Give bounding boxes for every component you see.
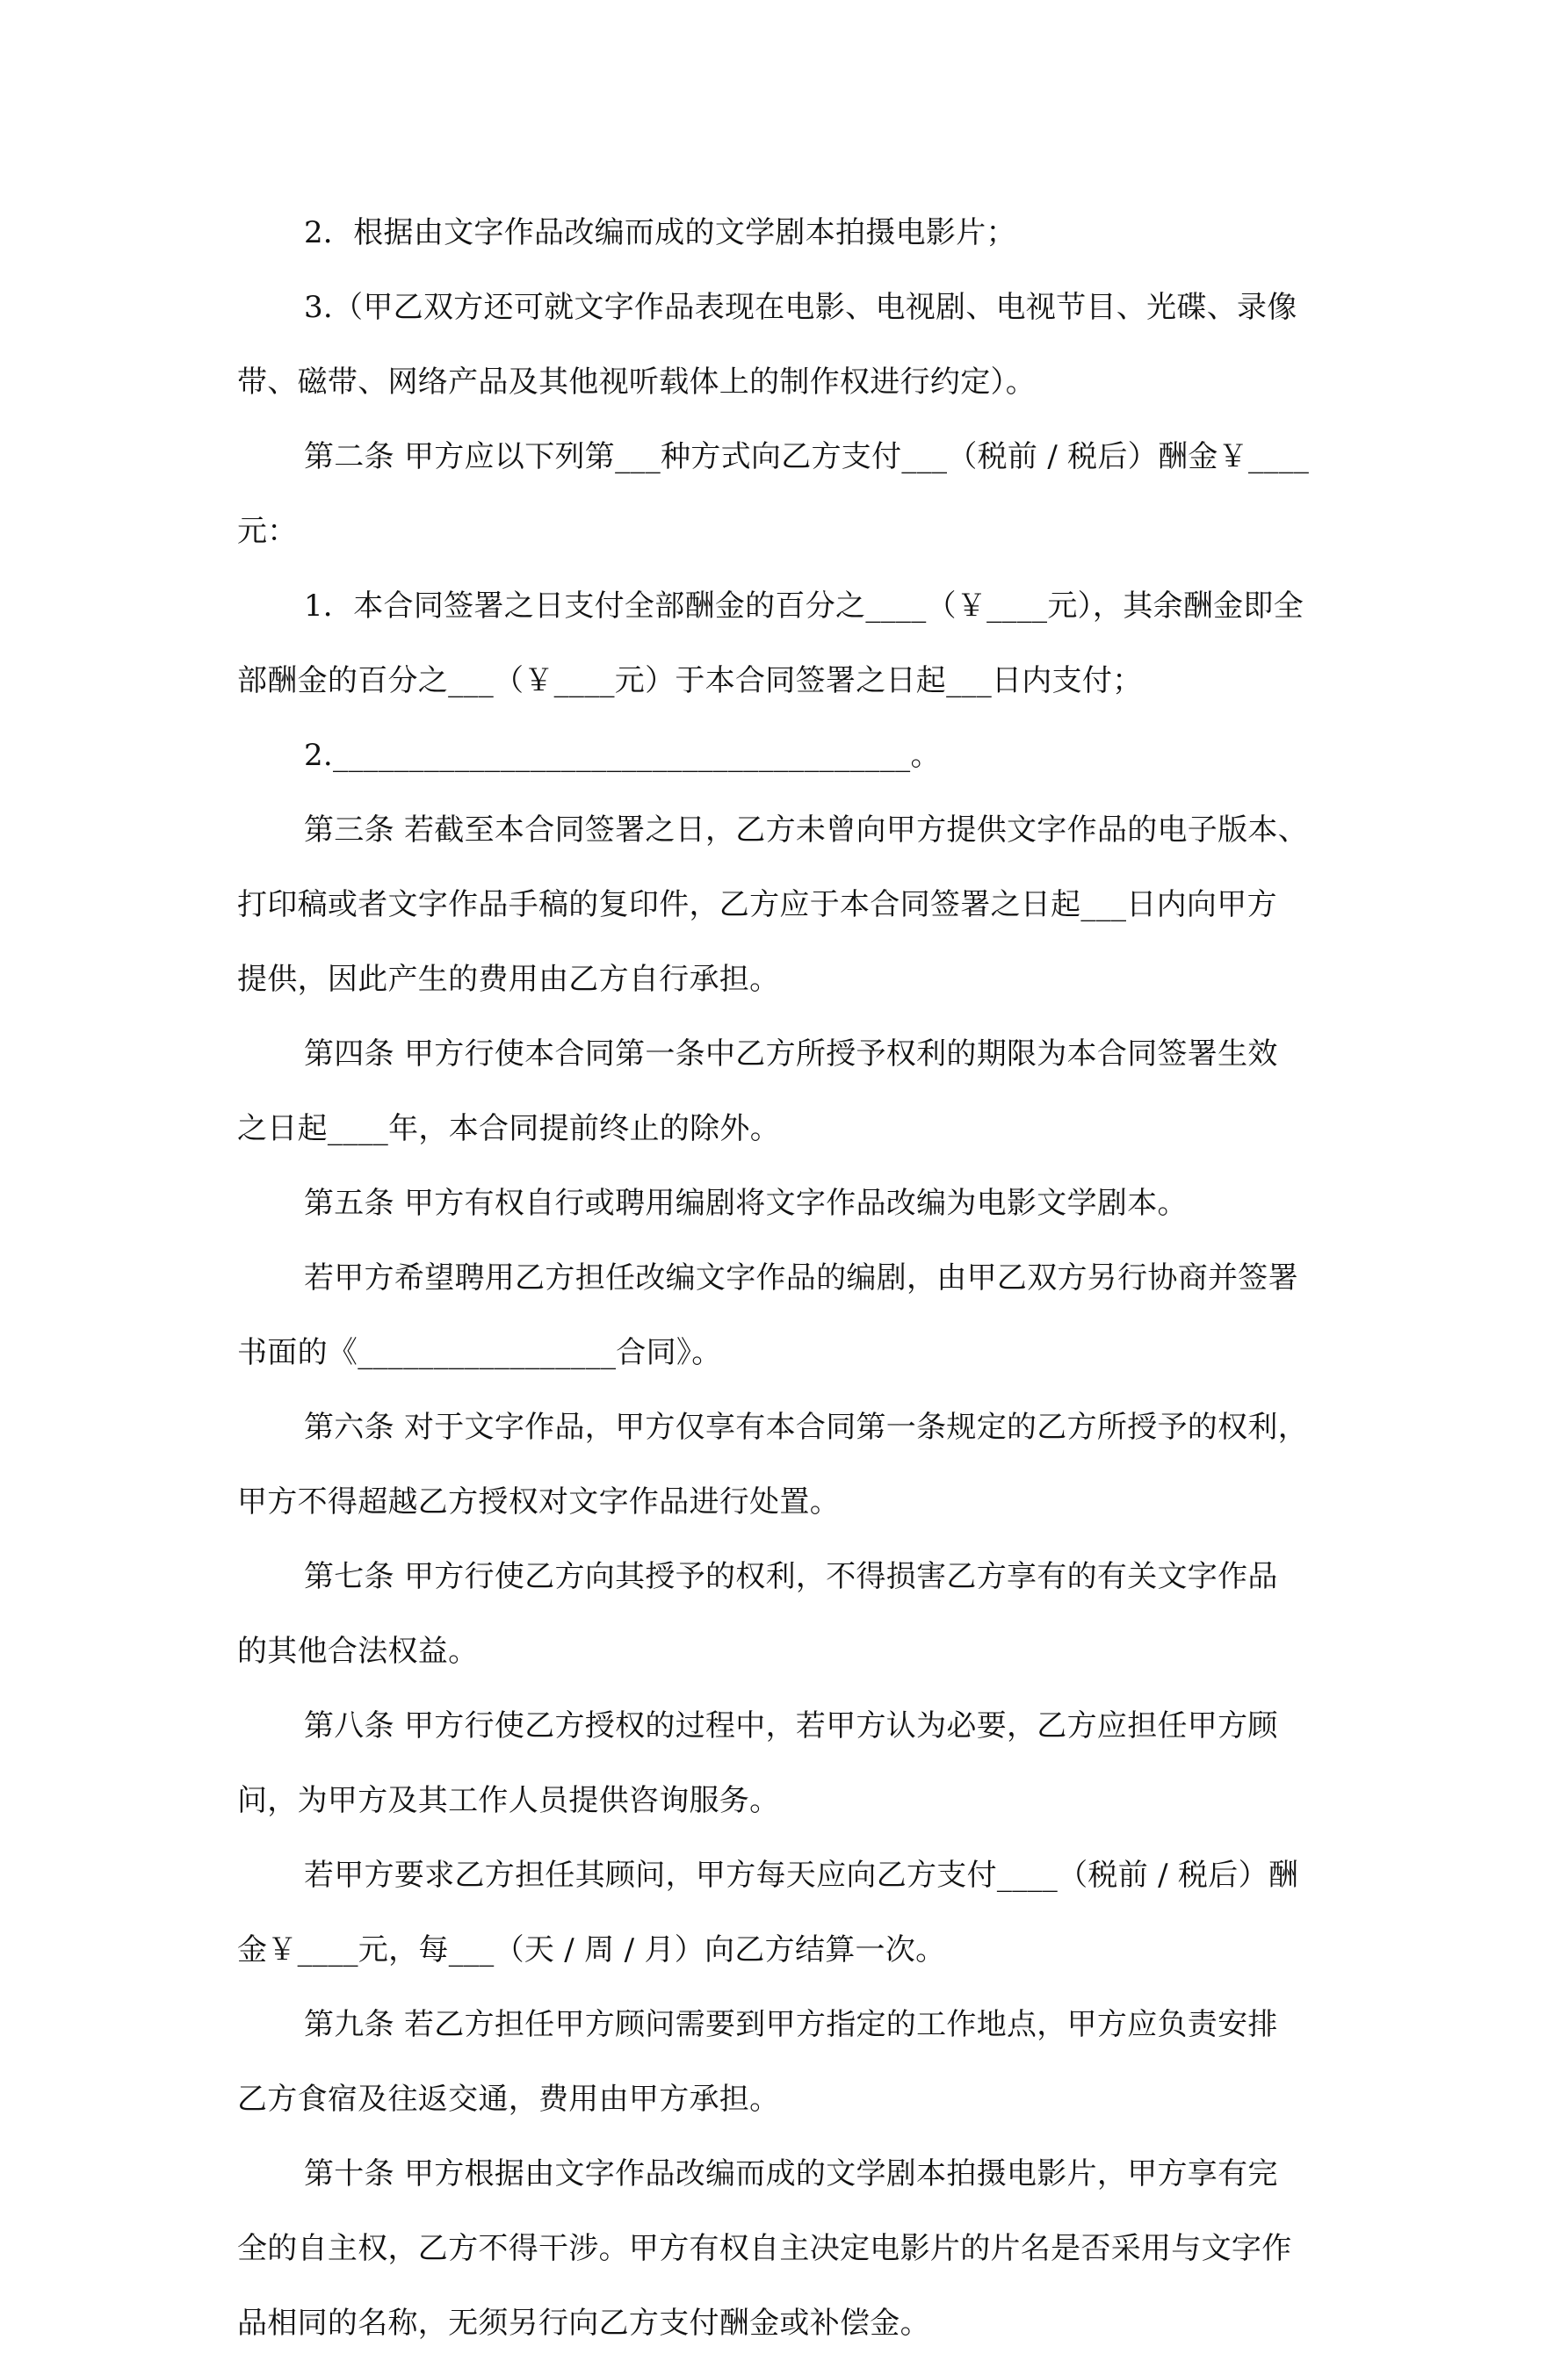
text-line: 乙方食宿及往返交通，费用由甲方承担。 xyxy=(237,2082,780,2117)
text-line: 第三条 若截至本合同签署之日，乙方未曾向甲方提供文字作品的电子版本、 xyxy=(304,812,1309,848)
text-line: 若甲方要求乙方担任其顾问，甲方每天应向乙方支付____（税前 / 税后）酬 xyxy=(304,1858,1299,1893)
text-line: 第八条 甲方行使乙方授权的过程中，若甲方认为必要，乙方应担任甲方顾 xyxy=(304,1708,1278,1744)
text-line: 2.______________________________________。 xyxy=(304,738,941,773)
text-line: 品相同的名称，无须另行向乙方支付酬金或补偿金。 xyxy=(237,2306,930,2341)
text-line: 第十条 甲方根据由文字作品改编而成的文学剧本拍摄电影片，甲方享有完 xyxy=(304,2156,1278,2191)
text-line: 元： xyxy=(237,514,298,549)
text-line: 带、磁带、网络产品及其他视听载体上的制作权进行约定）。 xyxy=(237,365,1037,400)
text-line: 全的自主权，乙方不得干涉。甲方有权自主决定电影片的片名是否采用与文字作 xyxy=(237,2231,1292,2266)
text-line: 第七条 甲方行使乙方向其授予的权利，不得损害乙方享有的有关文字作品 xyxy=(304,1559,1278,1594)
text-line: 3.（甲乙双方还可就文字作品表现在电影、电视剧、电视节目、光碟、录像 xyxy=(304,290,1297,325)
text-line: 第六条 对于文字作品，甲方仅享有本合同第一条规定的乙方所授予的权利， xyxy=(304,1410,1309,1445)
text-line: 书面的《_________________合同》。 xyxy=(237,1335,722,1370)
text-line: 之日起____年，本合同提前终止的除外。 xyxy=(237,1111,780,1146)
text-line: 第二条 甲方应以下列第___种方式向乙方支付___（税前 / 税后）酬金￥____ xyxy=(304,439,1310,474)
text-line: 打印稿或者文字作品手稿的复印件，乙方应于本合同签署之日起___日内向甲方 xyxy=(237,887,1277,922)
text-line: 第四条 甲方行使本合同第一条中乙方所授予权利的期限为本合同签署生效 xyxy=(304,1036,1278,1072)
text-line: 第五条 甲方有权自行或聘用编剧将文字作品改编为电影文学剧本。 xyxy=(304,1186,1188,1221)
text-line: 提供，因此产生的费用由乙方自行承担。 xyxy=(237,962,780,997)
text-line: 部酬金的百分之___（￥____元）于本合同签署之日起___日内支付； xyxy=(237,663,1143,698)
text-line: 1．本合同签署之日支付全部酬金的百分之____（￥____元），其余酬金即全 xyxy=(304,588,1304,624)
text-line: 金￥____元，每___（天 / 周 / 月）向乙方结算一次。 xyxy=(237,1932,946,1968)
contract-body xyxy=(237,196,1333,2361)
text-line: 问，为甲方及其工作人员提供咨询服务。 xyxy=(237,1783,780,1818)
text-line: 2．根据由文字作品改编而成的文学剧本拍摄电影片； xyxy=(304,215,1016,250)
text-line: 若甲方希望聘用乙方担任改编文字作品的编剧，由甲乙双方另行协商并签署 xyxy=(304,1260,1298,1296)
text-line: 第九条 若乙方担任甲方顾问需要到甲方指定的工作地点，甲方应负责安排 xyxy=(304,2007,1278,2042)
text-line: 的其他合法权益。 xyxy=(237,1634,479,1669)
text-line: 甲方不得超越乙方授权对文字作品进行处置。 xyxy=(237,1484,840,1520)
